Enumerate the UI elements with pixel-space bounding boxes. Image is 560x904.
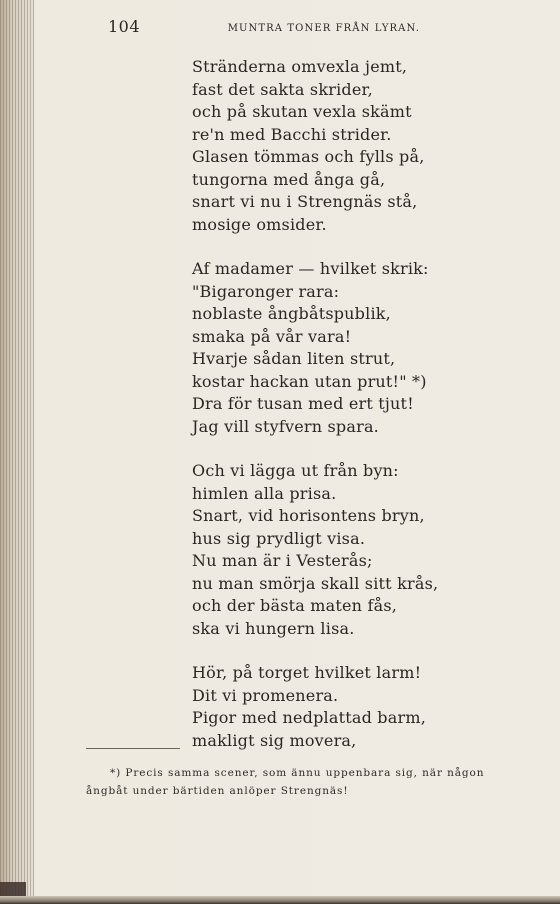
poem-line: Jag vill styfvern spara.	[192, 416, 379, 436]
stanza-3	[192, 460, 512, 640]
page-number: 104	[108, 17, 141, 36]
poem-line: Hör, på torget hvilket larm!	[192, 663, 422, 682]
poem-line: kostar hackan utan prut!" *)	[192, 371, 427, 391]
poem-line: Af madamer — hvilket skrik:	[192, 259, 429, 278]
poem-line: re'n med Bacchi strider.	[192, 124, 392, 144]
footnote	[86, 764, 546, 800]
poem-line: fast det sakta skrider,	[192, 79, 373, 99]
running-title: MUNTRA TONER FRÅN LYRAN.	[227, 23, 420, 34]
poem-line: Glasen tömmas och fylls på,	[192, 147, 425, 166]
poem-line: och der bästa maten fås,	[192, 596, 398, 615]
page-header	[108, 14, 420, 40]
page-bottom-edge	[0, 896, 560, 904]
poem-line: Snart, vid horisontens bryn,	[192, 506, 425, 525]
footnote-divider	[86, 748, 180, 749]
poem-line: makligt sig movera,	[192, 730, 357, 750]
footnote-line: ångbåt under bärtiden anlöper Strengnäs!	[86, 785, 349, 797]
poem-line: snart vi nu i Strengnäs stå,	[192, 192, 418, 211]
stanza-4	[192, 662, 512, 752]
stanza-1	[192, 56, 512, 236]
poem-line: himlen alla prisa.	[192, 483, 337, 503]
poem-line: ska vi hungern lisa.	[192, 618, 355, 638]
poem-line: Pigor med nedplattad barm,	[192, 708, 426, 727]
poem-line: nu man smörja skall sitt krås,	[192, 573, 439, 593]
footnote-line: *) Precis samma scener, som ännu uppenbara sig, när någon	[110, 767, 485, 779]
poem-line: mosige omsider.	[192, 214, 327, 234]
poem-line: tungorna med ånga gå,	[192, 169, 386, 189]
book-binding	[0, 0, 34, 904]
poem-line: Dra för tusan med ert tjut!	[192, 394, 414, 413]
poem-line: Hvarje sådan liten strut,	[192, 349, 396, 368]
poem-line: Stränderna omvexla jemt,	[192, 57, 408, 76]
poem	[192, 56, 512, 774]
poem-line: hus sig prydligt visa.	[192, 528, 366, 548]
poem-line: noblaste ångbåtspublik,	[192, 304, 391, 323]
poem-line: Nu man är i Vesterås;	[192, 551, 373, 570]
poem-line: och på skutan vexla skämt	[192, 102, 412, 121]
stanza-2	[192, 258, 512, 438]
poem-line: Dit vi promenera.	[192, 685, 339, 705]
poem-line: "Bigaronger rara:	[192, 281, 340, 301]
poem-line: smaka på vår vara!	[192, 326, 352, 346]
poem-line: Och vi lägga ut från byn:	[192, 461, 399, 480]
